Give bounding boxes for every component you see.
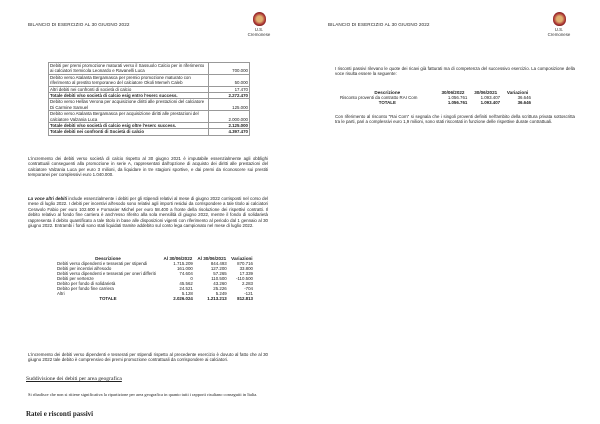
cell-value: 1.093.407 bbox=[480, 95, 501, 100]
cell-value: 74.604 bbox=[179, 271, 193, 276]
cell-value: 0 bbox=[190, 276, 193, 281]
total-row bbox=[55, 296, 255, 301]
row-value: 50.000 bbox=[209, 74, 250, 86]
row-value: 2.272.470 bbox=[209, 93, 250, 99]
table-row bbox=[49, 74, 250, 86]
row-description: Altri debiti nei confronti di società di calcio bbox=[49, 86, 209, 92]
table-row bbox=[49, 99, 250, 111]
cell-value: 127.200 bbox=[210, 266, 227, 271]
col-header: Descrizione bbox=[374, 90, 401, 95]
page-header: BILANCIO DI ESERCIZIO AL 30 GIUGNO 2022 bbox=[28, 22, 130, 27]
cell-value: 1.715.209 bbox=[173, 261, 193, 266]
cell-value: -110.500 bbox=[235, 276, 253, 281]
total-value: 1.093.407 bbox=[480, 100, 501, 105]
row-description: Totale debiti v/so società di calcio esig oltre l'eserc success. bbox=[49, 123, 209, 129]
club-crest-icon bbox=[253, 12, 266, 26]
club-crest-icon bbox=[553, 12, 566, 26]
cell-description: Debito per fondo fine carriera bbox=[57, 286, 114, 291]
debts-clubs-table bbox=[48, 62, 250, 136]
row-value: 2.125.000 bbox=[209, 123, 250, 129]
cell-value: 870.716 bbox=[237, 261, 253, 266]
staff-debts-table bbox=[55, 256, 255, 301]
row-description: Totale debiti nei confronti di Società di calcio bbox=[49, 129, 209, 135]
table-row bbox=[49, 129, 250, 135]
total-label: TOTALE bbox=[99, 296, 117, 301]
col-header: Descrizione bbox=[95, 256, 121, 261]
club-logo bbox=[544, 12, 574, 37]
club-logo bbox=[244, 12, 274, 37]
cell-value: 844.493 bbox=[210, 261, 227, 266]
total-value: 2.026.024 bbox=[173, 296, 193, 301]
row-description: Debito verso Atalanta Bergamasca per acquisizione diritti alle prestazioni del calciatore Valzania Luca bbox=[49, 111, 209, 123]
cell-value: 5.249 bbox=[215, 291, 227, 296]
cell-value: 17.339 bbox=[239, 271, 253, 276]
paragraph-staff: L'incremento dei debiti verso dipendenti e tesserati per stipendi rispetto al precedente esercizio è dovuto al fatto che al 30 giugno 2022 tale debito è comprensivo dei premi promozione contrattuali da corrispondere ai calciatori. bbox=[28, 352, 268, 363]
row-value: 700.000 bbox=[209, 63, 250, 75]
total-value: 36.646 bbox=[517, 100, 531, 105]
cell-description: Debiti verso dipendenti e tesserati per oneri differiti bbox=[57, 271, 156, 276]
row-value: 2.000.000 bbox=[209, 111, 250, 123]
row-description: Totale debiti v/so società di calcio esig entro l'eserc success. bbox=[49, 93, 209, 99]
row-value: 17.470 bbox=[209, 86, 250, 92]
page-right bbox=[300, 0, 600, 424]
cell-value: 25.226 bbox=[213, 286, 227, 291]
col-header: Al 30/06/2021 bbox=[197, 256, 227, 261]
page-header: BILANCIO DI ESERCIZIO AL 30 GIUGNO 2022 bbox=[328, 22, 430, 27]
paragraph-rai-com: Con riferimento al risconto "Rai Com" si segnala che i singoli proventi definiti nell'ambito della scrittura privata sottoscritta tra le parti, pari a complessivi euro 1,9 milioni, sono stati riscontati in funzione delle rispettive durate contrattuali. bbox=[335, 114, 575, 125]
paragraph-risconti: I risconti passivi rilevano le quote dei ricavi già fatturati ma di competenza del successivo esercizio. La composizione della voce risulta essere la seguente: bbox=[335, 66, 575, 77]
paragraph-clubs: L'incremento dei debiti verso società di calcio rispetto al 30 giugno 2021 è imputabile essenzialmente agli obblighi contrattuali conseguenti alla promozione in serie A, rappresentati dall'opzione di acquisto dei diritti alle prestazioni del calciatore Valzania Luca per euro 3 milioni, da liquidare in tre stagioni sportive, e dai premi da riconoscere sui prestiti temporanei per complessivi euro 1.040.000. bbox=[28, 156, 268, 178]
cell-value: 57.265 bbox=[213, 271, 227, 276]
logo-text: U.S. Cremonese bbox=[547, 27, 571, 37]
ratei-heading: Ratei e risconti passivi bbox=[26, 410, 94, 418]
row-value: 4.397.470 bbox=[209, 129, 250, 135]
risconti-table bbox=[338, 90, 533, 105]
cell-value: 45.562 bbox=[179, 281, 193, 286]
cell-value: 5.128 bbox=[181, 291, 193, 296]
total-row bbox=[338, 100, 533, 105]
geo-heading: Suddivisione dei debiti per area geografica bbox=[26, 376, 122, 382]
cell-value: -704 bbox=[244, 286, 253, 291]
cell-description: Debiti verso dipendenti e tesserati per stipendi bbox=[57, 261, 148, 266]
cell-value: 33.800 bbox=[239, 266, 253, 271]
cell-value: 2.283 bbox=[242, 281, 253, 286]
lead-text: La voce altri debiti bbox=[28, 196, 68, 201]
cell-description: Altri bbox=[57, 291, 65, 296]
body-text: include essenzialmente i debiti per gli stipendi relativi al mese di giugno 2022 corrisposti nel corso del mese di luglio 2022. I debiti per incentivi all'esodo sono relativi agli importi residui da corrispondere a tale titolo ai calciatori Ceravolo Fabio per euro 102.600 e Fornasier Michel per euro 58.400 a fronte della risoluzione dei rispettivi contratti. Il debito relativo al fondo fine carriera è anch'esso riferito alla sola mensilità di giugno 2022, mentre il fondo di solidarietà rappresenta il debito quantificato a tale titolo in base alle disposizioni vigenti con riferimento al periodo dal 1 gennaio al 30 giugno 2022. Entrambi i fondi sono stati liquidati tramite addebito sul conto lega campionato nel mese di luglio 2022. bbox=[28, 196, 268, 229]
col-header: Variazioni bbox=[506, 90, 529, 95]
cell-description: Debiti per vertenze bbox=[57, 276, 94, 281]
row-description: Debito verso Hellas Verona per acquisizione diritti alle prestazioni del calciatore Di Carmine Samuel bbox=[49, 99, 209, 111]
col-header: Al 30/06/2022 bbox=[163, 256, 193, 261]
cell-value: 161.000 bbox=[176, 266, 193, 271]
total-value: 1.213.213 bbox=[207, 296, 227, 301]
col-header: 30/06/2022 bbox=[441, 90, 465, 95]
cell-value: -121 bbox=[244, 291, 253, 296]
total-value: 1.056.761 bbox=[447, 100, 468, 105]
cell-value: 43.260 bbox=[213, 281, 227, 286]
cell-value: 110.500 bbox=[211, 276, 227, 281]
table-row bbox=[49, 111, 250, 123]
col-header: 30/06/2021 bbox=[474, 90, 498, 95]
total-value: 812.813 bbox=[237, 296, 253, 301]
paragraph-other-debts bbox=[28, 196, 268, 228]
row-description: Debito verso Atalanta Bergamasca per premio promozione maturato con riferimento al prestito temporaneo del calciatore Okoli Memeh Caleb bbox=[49, 74, 209, 86]
row-description: Debiti per premi promozione maturati verso il Sassuolo Calcio per in riferimento ai calciatori Semicola Leonardo e Ravanelli Luca bbox=[49, 63, 209, 75]
cell-description: Debiti per incentivi all'esodo bbox=[57, 266, 112, 271]
table-row bbox=[49, 63, 250, 75]
cell-value: 24.521 bbox=[179, 286, 193, 291]
cell-value: 36.646 bbox=[517, 95, 531, 100]
col-header: Variazioni bbox=[231, 256, 253, 261]
cell-description: Risconto proventi da contratto RAI Com bbox=[340, 95, 418, 100]
cell-value: 1.056.761 bbox=[447, 95, 468, 100]
total-label: TOTALE bbox=[378, 100, 396, 105]
geo-text: Si ribadisce che non si ritiene significativa la ripartizione per area geografica in quanto tutti i rapporti risultano conseguiti in Italia. bbox=[28, 392, 258, 397]
logo-text: U.S. Cremonese bbox=[247, 27, 271, 37]
cell-description: Debito per fondo di solidarietà bbox=[57, 281, 116, 286]
row-value: 125.000 bbox=[209, 99, 250, 111]
